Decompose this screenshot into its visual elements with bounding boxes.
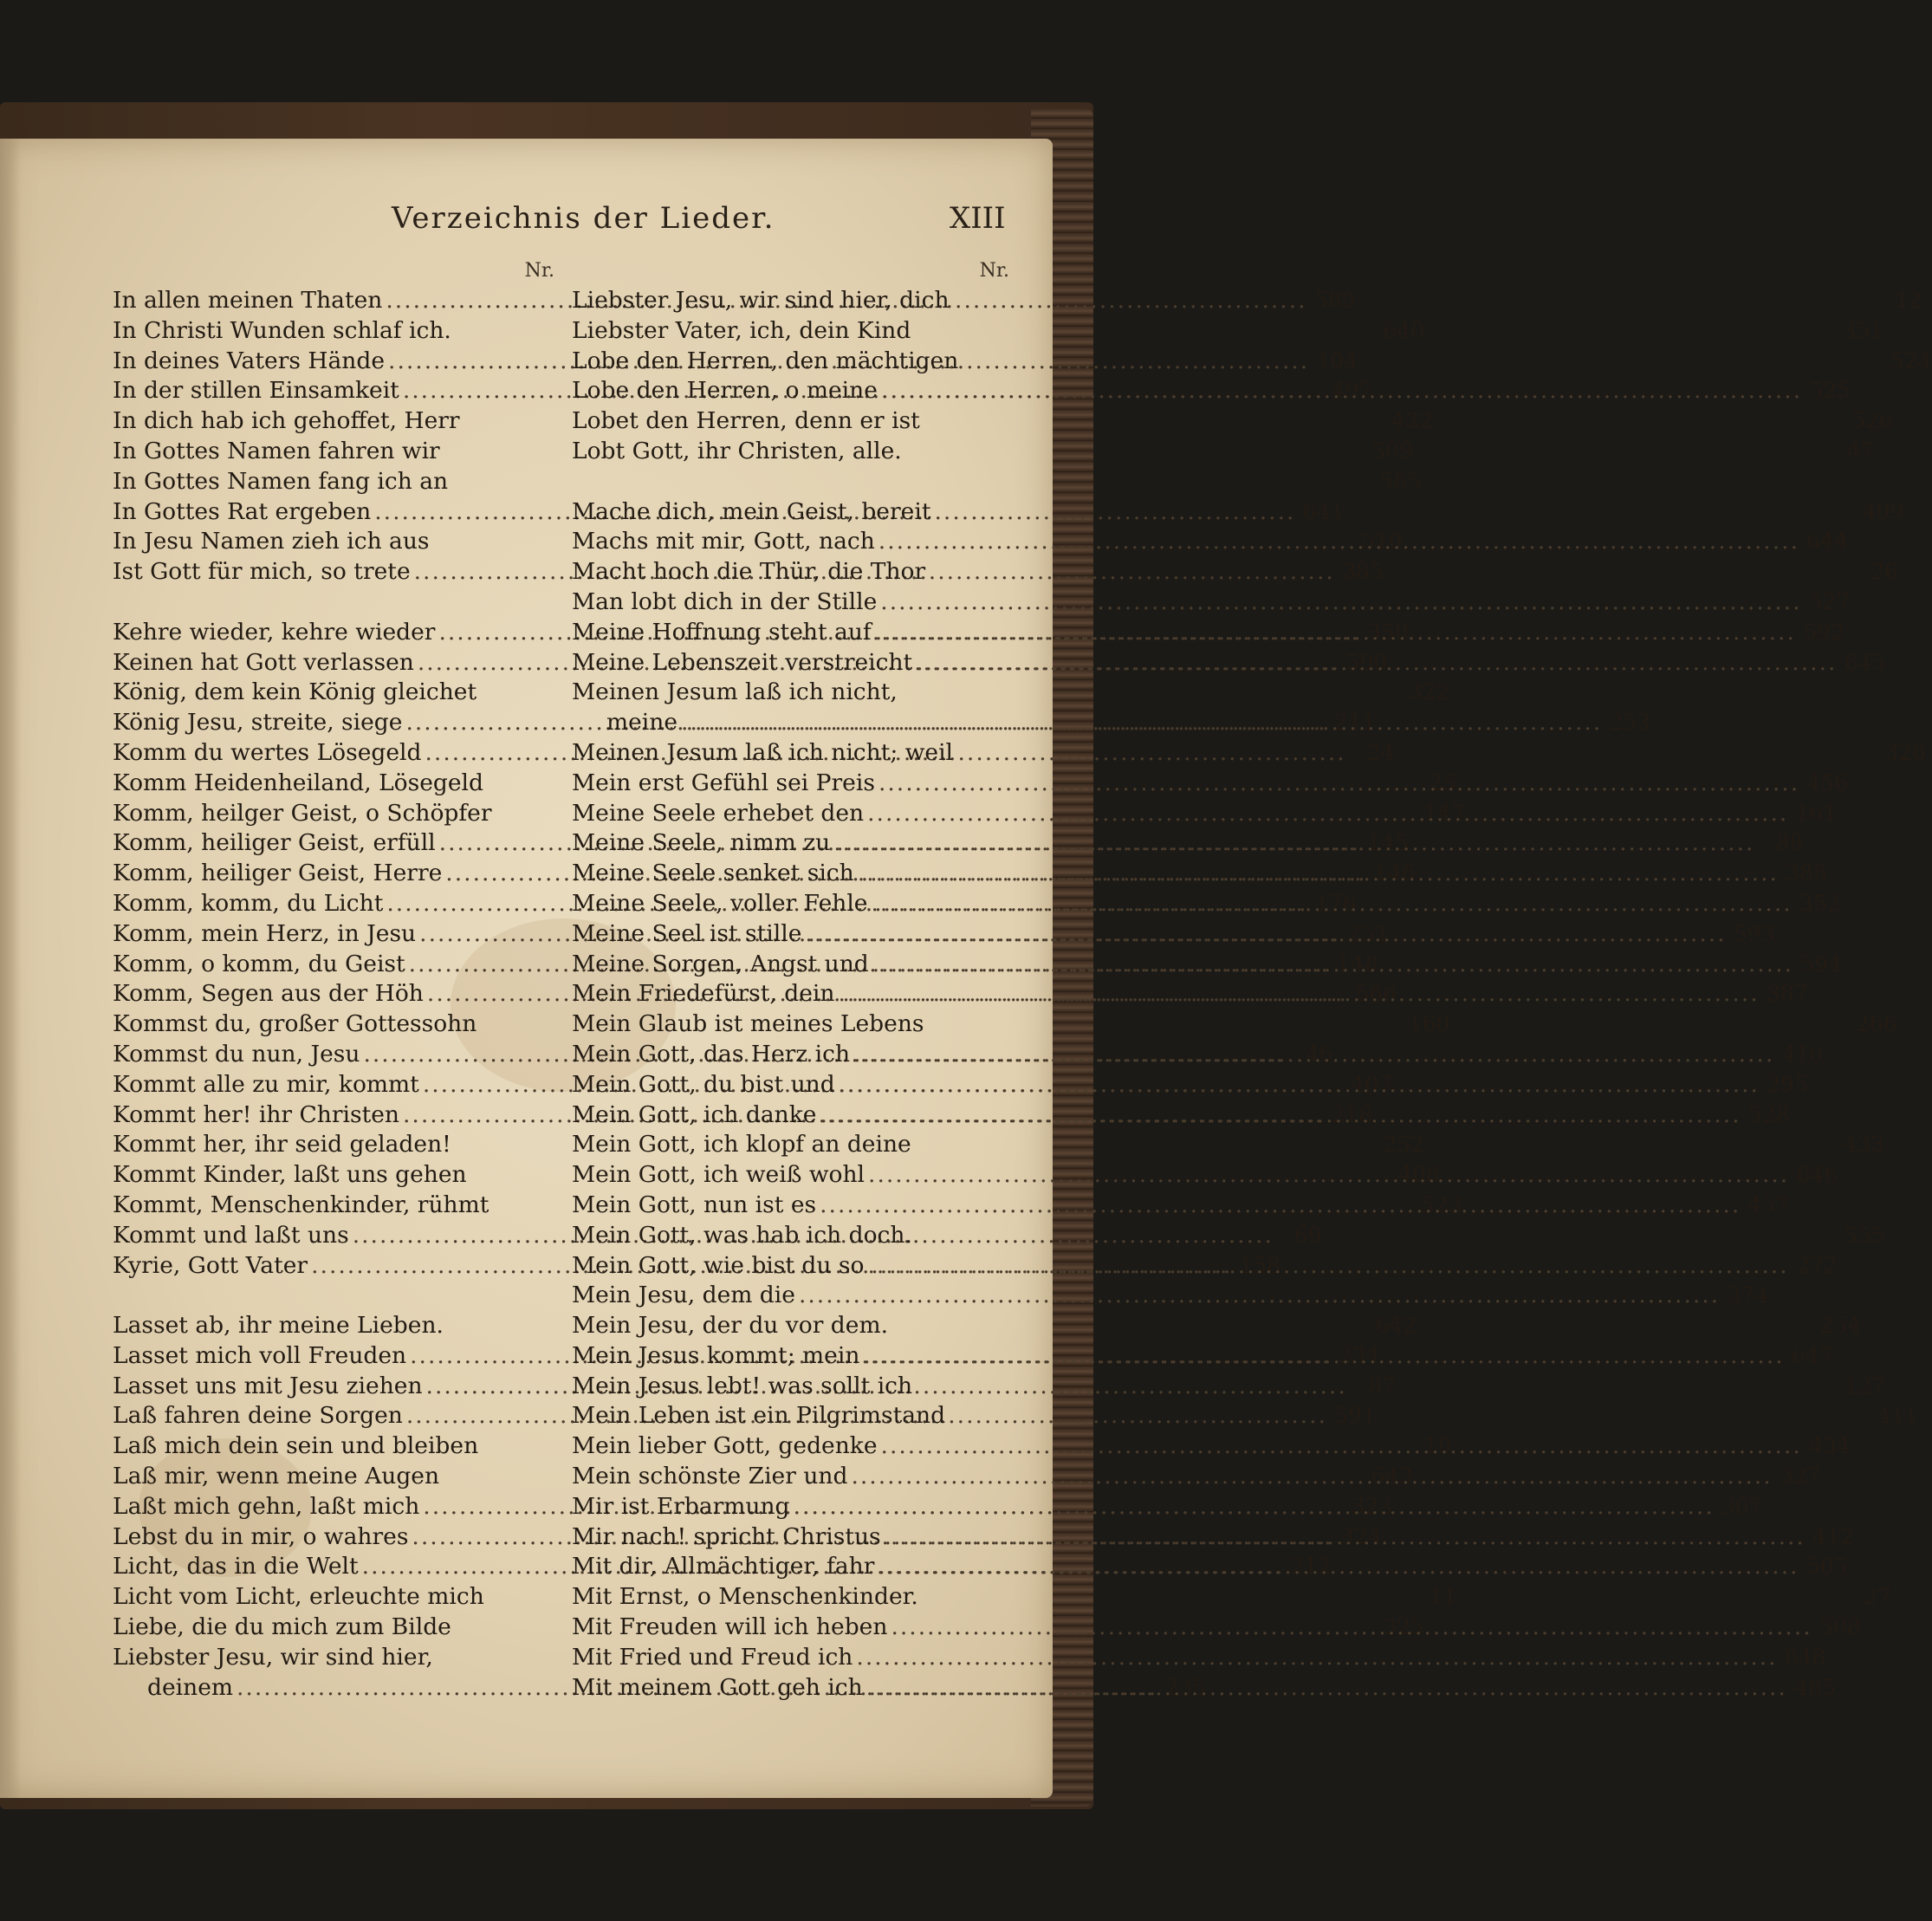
entry-title: deinem	[147, 1673, 233, 1701]
entry-title: Lebst du in mir, o wahres	[113, 1522, 409, 1550]
dot-leader	[681, 708, 1602, 738]
entry-title: Meine Seele, voller Fehle	[572, 889, 868, 917]
entry-number: 589	[1313, 288, 1356, 313]
entry-number: 594	[1800, 951, 1842, 977]
entry-title: Kehre wieder, kehre wieder	[113, 618, 436, 646]
entry-number: 485	[1794, 1674, 1836, 1700]
entry-title: In allen meinen Thaten	[113, 287, 383, 314]
entry-number: 387	[1766, 981, 1808, 1007]
entry-number: 456	[1806, 769, 1849, 795]
entry-number: 161	[1795, 800, 1838, 826]
entry-number: 212	[1290, 1554, 1332, 1580]
entry-number: 525	[1809, 378, 1851, 404]
entry-title: Komm du wertes Lösegeld	[113, 738, 422, 766]
entry-title: Lobt Gott, ihr Christen, alle.	[572, 437, 902, 464]
entry-number: 523	[1420, 1191, 1462, 1217]
entry-number: 646	[1796, 1162, 1838, 1188]
dot-leader	[891, 1613, 1812, 1643]
dot-leader	[838, 979, 1759, 1009]
dot-leader	[820, 1100, 1741, 1131]
entry-number: 410	[1781, 1041, 1824, 1067]
entry-number: 266	[1855, 1011, 1897, 1037]
entry-number: 497	[1331, 378, 1373, 404]
entry-number: 524	[1890, 347, 1932, 373]
entry-number: 457	[1747, 1191, 1790, 1217]
entry-number: 641	[1302, 498, 1345, 524]
entry-title: Macht hoch die Thür, die Thor	[572, 558, 926, 586]
entry-number: 386	[1786, 860, 1827, 886]
entry-number: 11	[1430, 1584, 1457, 1610]
entry-title: Lasset ab, ihr meine Lieben.	[113, 1312, 444, 1340]
entry-title: Mein Jesu, der du vor dem.	[572, 1312, 889, 1340]
entry-title: Kommt, Menschenkinder, rühmt	[113, 1191, 489, 1218]
entry-number: 326	[1884, 739, 1927, 765]
entry-number: 24	[1366, 739, 1395, 765]
entry-title: Mache dich, mein Geist, bereit	[572, 497, 931, 525]
entry-title: In dich hab ich gehoffet, Herr	[113, 407, 460, 435]
entry-number: 433	[1843, 1132, 1884, 1158]
entry-number: 527	[1808, 588, 1851, 614]
entry-number: 640	[1383, 317, 1425, 343]
index-entry	[572, 678, 1009, 708]
entry-number: 26	[1870, 559, 1899, 585]
entry-title: Mein schönste Zier und	[572, 1463, 848, 1490]
entry-title: In Gottes Rat ergeben	[113, 497, 372, 525]
dot-leader	[881, 376, 1802, 406]
entry-number: 508	[1819, 1614, 1861, 1640]
dot-leader	[805, 919, 1726, 950]
entry-title: In Gottes Namen fahren wir	[113, 437, 440, 464]
entry-title: Machs mit mir, Gott, nach	[572, 528, 875, 555]
entry-title: Meine Seel ist stille	[572, 919, 802, 947]
entry-title: Komm, Segen aus der Höh	[113, 980, 424, 1008]
running-head-title: Verzeichnis der Lieder.	[392, 201, 775, 236]
entry-title: Mein Gott, wie bist du so	[572, 1251, 865, 1279]
entry-title: Mein Jesus kommt; mein	[572, 1341, 860, 1369]
dot-leader	[878, 527, 1799, 557]
entry-number: 505	[1806, 1554, 1848, 1580]
entry-number: 27	[1864, 1584, 1892, 1610]
entry-number: 432	[1391, 408, 1433, 434]
entry-title: Mein erst Gefühl sei Preis	[572, 769, 875, 796]
entry-number: 145	[1367, 830, 1409, 856]
entry-number: 158	[1239, 1252, 1281, 1278]
entry-title: Kommt Kinder, laßt uns gehen	[113, 1161, 467, 1189]
entry-title: Mit Fried und Freud ich	[572, 1643, 853, 1671]
entry-title: Lobet den Herren, denn er ist	[572, 407, 920, 435]
section-gap	[113, 1281, 554, 1311]
entry-number: 648	[1784, 1644, 1826, 1670]
entry-number: 127	[1844, 1373, 1886, 1399]
entry-number: 352	[1799, 890, 1841, 916]
entry-title: Meine Hoffnung steht auf	[572, 618, 872, 646]
entry-number: 510	[1361, 529, 1403, 555]
entry-title: Komm, heilger Geist, o Schöpfer	[113, 799, 492, 827]
dot-leader	[880, 587, 1801, 618]
page-number: XIII	[950, 201, 1006, 236]
entry-number: 254	[1819, 1313, 1862, 1339]
entry-number: 644	[1806, 529, 1849, 555]
entry-number: 235	[1164, 1674, 1207, 1700]
entry-title: Lasset mich voll Freuden	[113, 1341, 407, 1369]
entry-title: Laß mir, wenn meine Augen	[113, 1463, 440, 1490]
entry-title: Licht, das in die Welt	[113, 1553, 359, 1580]
dot-leader	[863, 1341, 1784, 1372]
entry-title: Meine Seele, nimm zu	[572, 829, 831, 857]
dot-leader	[856, 1643, 1777, 1673]
entry-title: Mir nach! spricht Christus	[572, 1522, 881, 1550]
entry-title: In der stillen Einsamkeit	[113, 377, 399, 405]
dot-leader	[833, 828, 1754, 859]
entry-number: 647	[1791, 1342, 1833, 1368]
entry-number: 323	[1351, 1493, 1393, 1519]
entry-number: 160	[1408, 1011, 1450, 1037]
entry-number: 645	[1844, 649, 1886, 675]
entry-title: Mit meinem Gott geh ich	[572, 1673, 863, 1701]
entry-number: 408	[1398, 1162, 1440, 1188]
entry-number: 148	[1337, 951, 1378, 977]
entry-number: 592	[1803, 619, 1844, 645]
entry-number: 253	[1609, 710, 1651, 736]
dot-leader	[799, 1281, 1720, 1311]
dot-leader	[867, 799, 1788, 829]
entry-title: Mit dir, Allmächtiger, fahr	[572, 1553, 875, 1580]
entry-title: In Jesu Namen zieh ich aus	[113, 528, 430, 555]
entry-number: 234	[1338, 1342, 1380, 1368]
entry-number: 642	[1375, 1313, 1417, 1339]
dot-leader	[851, 1462, 1772, 1492]
entry-number: 351	[1842, 317, 1884, 343]
entry-number: 272	[1795, 1252, 1838, 1278]
entry-number: 591	[1334, 1403, 1377, 1429]
entry-title: Mein Gott, du bist und	[572, 1070, 835, 1098]
index-entry	[572, 587, 1851, 618]
entry-title: Lobe den Herren, den mächtigen	[572, 347, 959, 374]
dot-leader	[875, 618, 1796, 648]
entry-number: 528	[1747, 1101, 1790, 1127]
entry-title: Mein Gott, ich klopf an deine	[572, 1131, 911, 1158]
entry-number: 252	[1383, 1132, 1425, 1158]
entry-title: Keinen hat Gott verlassen	[113, 648, 414, 676]
entry-title: Meine Seele erhebet den	[572, 799, 865, 827]
dot-leader	[878, 769, 1799, 799]
section-gap	[113, 587, 554, 618]
entry-title: Laß fahren deine Sorgen	[113, 1402, 403, 1430]
entry-title: Meine Sorgen, Angst und	[572, 950, 869, 977]
entry-number: 251	[1347, 920, 1390, 946]
entry-number: 88	[1775, 830, 1804, 856]
entry-title: Liebe, die du mich zum Bilde	[113, 1613, 451, 1641]
entry-number: 593	[1733, 920, 1775, 946]
entry-title: Mein Gott, was hab ich doch.	[572, 1221, 912, 1249]
entry-number: 411	[1877, 1403, 1919, 1429]
entry-number: 324	[1339, 1523, 1382, 1549]
entry-title: Meinen Jesum laß ich nicht; weil	[572, 738, 954, 766]
entry-title: Mir ist Erbarmung	[572, 1492, 790, 1520]
index-entry	[572, 1643, 1826, 1673]
dot-leader	[866, 1673, 1787, 1704]
entry-title: Lobe den Herren, o meine	[572, 377, 878, 405]
entry-number: 509	[1371, 438, 1413, 464]
entry-number: 211	[1333, 710, 1376, 736]
entry-title: Mein Gott, ich danke	[572, 1100, 817, 1128]
entry-title: Kommst du nun, Jesu	[113, 1040, 360, 1068]
entry-number: 350	[1366, 619, 1409, 645]
entry-title: Liebster Jesu, wir sind hier, dich	[572, 287, 950, 314]
entry-title: Lasset uns mit Jesu ziehen	[113, 1372, 423, 1399]
entry-title: In Gottes Namen fang ich an	[113, 467, 449, 495]
entry-title: Mein Gott, das Herz ich	[572, 1040, 851, 1068]
dot-leader	[868, 1160, 1789, 1191]
entry-title: Komm, mein Herz, in Jesu	[113, 919, 417, 947]
entry-title: In deines Vaters Hände	[113, 347, 386, 374]
entry-title: Licht vom Licht, erleuchte mich	[113, 1583, 484, 1611]
entry-title: Mein Gott, nun ist es	[572, 1191, 817, 1218]
index-entry	[113, 1643, 554, 1673]
page-gutter	[0, 139, 21, 1798]
running-head	[0, 201, 1053, 244]
entry-title: Mit Ernst, o Menschenkinder.	[572, 1583, 918, 1611]
entry-number: 147	[1423, 800, 1465, 826]
book-page	[0, 139, 1932, 1798]
entry-title: König, dem kein König gleichet	[113, 678, 477, 706]
section-gap	[572, 467, 1009, 497]
entry-number: 10	[1423, 1433, 1452, 1459]
entry-number: 409	[1862, 498, 1904, 524]
entry-number: 46	[1305, 1041, 1333, 1067]
entry-title: Kommt und laßt uns	[113, 1221, 349, 1249]
dot-leader	[853, 1040, 1774, 1070]
entry-number: 47	[1847, 438, 1875, 464]
entry-title: Man lobt dich in der Stille	[572, 587, 878, 615]
entry-title: Komm, heiliger Geist, erfüll	[113, 829, 436, 857]
entry-number: 385	[1342, 559, 1384, 585]
dot-leader	[872, 889, 1793, 919]
entry-number: 87	[1367, 1373, 1396, 1399]
entry-number: 146	[1373, 860, 1416, 886]
entry-title: Meine Seele senket sich	[572, 860, 854, 887]
entry-number: 176	[1314, 890, 1357, 916]
entry-number: 526	[1851, 408, 1894, 434]
entry-number: 555	[1844, 1222, 1886, 1248]
column-header: Nr.	[979, 260, 1009, 282]
entry-title: Liebster Vater, ich, dein Kind	[572, 316, 911, 344]
entry-title: Kommt alle zu mir, kommt	[113, 1070, 419, 1098]
entry-title: Kyrie, Gott Vater	[113, 1251, 308, 1279]
entry-title: Mein lieber Gott, gedenke	[572, 1432, 878, 1460]
entry-number: 407	[1351, 1071, 1393, 1097]
entry-title: Mein Leben ist ein Pilgrimstand	[572, 1402, 946, 1430]
entry-title: Mein Glaub ist meines Lebens	[572, 1010, 924, 1038]
entry-number: 69	[1294, 1222, 1322, 1248]
entry-number: 434	[1809, 1433, 1851, 1459]
entry-title: Kommst du, großer Gottessohn	[113, 1010, 477, 1038]
dot-leader	[872, 950, 1793, 980]
entry-title: In Christi Wunden schlaf ich.	[113, 316, 451, 344]
entry-title: Laßt mich gehn, laßt mich	[113, 1492, 420, 1520]
index-entry	[572, 1281, 1769, 1311]
dot-leader	[878, 1552, 1799, 1582]
entry-title: Komm Heidenheiland, Lösegeld	[113, 769, 483, 796]
entry-title: Mein Gott, ich weiß wohl	[572, 1161, 866, 1189]
entry-number: 325	[1383, 1614, 1425, 1640]
dot-leader	[820, 1191, 1741, 1221]
entry-number: 12	[1894, 288, 1922, 313]
entry-title: Komm, o komm, du Geist	[113, 950, 405, 977]
entry-number: 566	[1355, 981, 1397, 1007]
entry-title: Komm, heiliger Geist, Herre	[113, 860, 443, 887]
entry-number: 412	[1812, 1523, 1854, 1549]
entry-number: 104	[1316, 347, 1358, 373]
entry-title: Kommt her! ihr Christen	[113, 1100, 399, 1128]
column-header: Nr.	[524, 260, 554, 282]
entry-number: 327	[1779, 1463, 1821, 1489]
entry-number: 307	[1721, 1493, 1763, 1519]
entry-title: Mein Jesus lebt! was sollt ich	[572, 1372, 913, 1399]
entry-number: 25	[1429, 769, 1457, 795]
entry-title: Mein Jesu, dem die	[572, 1282, 795, 1309]
entry-title: König Jesu, streite, siege	[113, 709, 403, 737]
entry-title: Ist Gott für mich, so trete	[113, 558, 411, 586]
index-entry	[113, 467, 1422, 497]
entry-title: Meinen Jesum laß ich nicht,	[572, 678, 898, 706]
entry-number: 643	[1371, 1463, 1413, 1489]
entry-number: 374	[1727, 1282, 1769, 1308]
entry-number: 565	[1379, 468, 1422, 494]
dot-leader	[839, 1070, 1760, 1100]
dot-leader	[881, 1431, 1802, 1462]
entry-title: Kommt her, ihr seid geladen!	[113, 1131, 451, 1158]
entry-title: Liebster Jesu, wir sind hier,	[113, 1643, 433, 1671]
entry-title: Mein Friedefürst, dein	[572, 980, 835, 1008]
entry-title: Mit Freuden will ich heben	[572, 1613, 888, 1641]
entry-number: 322	[1408, 679, 1450, 705]
dot-leader	[916, 648, 1837, 678]
entry-number: 218	[1331, 1101, 1373, 1127]
dot-leader	[867, 1251, 1788, 1282]
dot-leader	[794, 1492, 1715, 1522]
entry-title: Komm, komm, du Licht	[113, 889, 384, 917]
entry-number: 590	[1345, 649, 1388, 675]
entry-title: Laß mich dein sein und bleiben	[113, 1432, 479, 1460]
entry-title: Meine Lebenszeit verstreicht	[572, 648, 913, 676]
entry-number: 295	[1767, 1071, 1808, 1097]
dot-leader	[858, 859, 1779, 889]
dot-leader	[885, 1522, 1806, 1553]
entry-title: meine	[606, 709, 678, 737]
